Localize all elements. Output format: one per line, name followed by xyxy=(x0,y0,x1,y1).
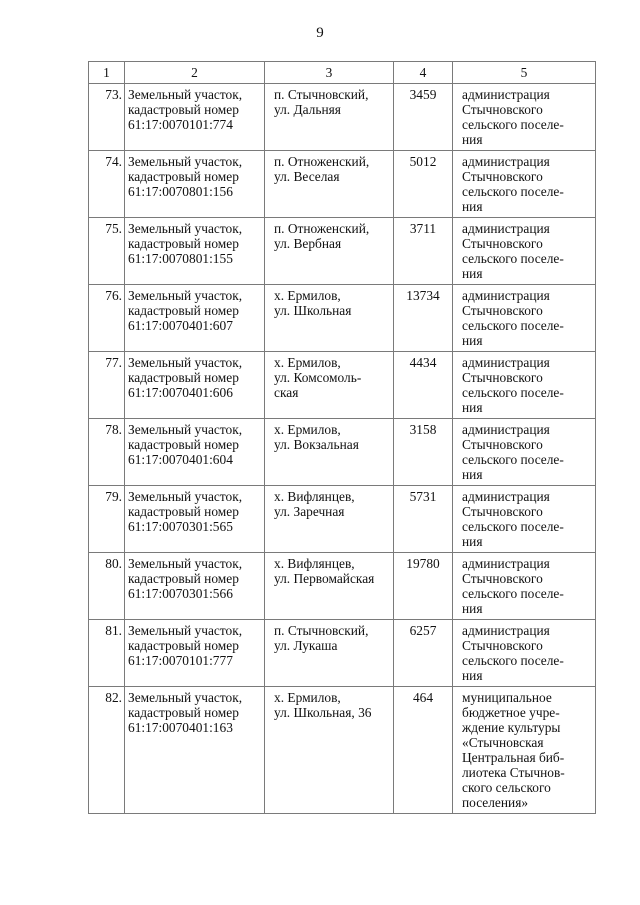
owner-line: сельского поселе- xyxy=(462,251,564,266)
object-cell xyxy=(125,687,265,814)
owner-line: администрация xyxy=(462,422,550,437)
row-number-cell: 77. xyxy=(89,352,125,419)
owner-line: сельского поселе- xyxy=(462,117,564,132)
object-line: Земельный участок, xyxy=(128,154,243,169)
object-line: 61:17:0070101:774 xyxy=(128,117,233,132)
owner-line: администрация xyxy=(462,87,550,102)
area-cell: 3158 xyxy=(394,419,453,486)
owner-line: «Стычновская xyxy=(462,735,544,750)
object-line: 61:17:0070301:565 xyxy=(128,519,233,534)
object-line: 61:17:0070101:777 xyxy=(128,653,233,668)
page-number: 9 xyxy=(316,25,324,41)
registry-body xyxy=(89,62,596,814)
address-line: ская xyxy=(274,385,299,400)
address-cell xyxy=(265,151,394,218)
owner-cell xyxy=(453,486,596,553)
table-row xyxy=(89,151,596,218)
address-cell xyxy=(265,687,394,814)
owner-cell xyxy=(453,419,596,486)
owner-line: ния xyxy=(462,467,483,482)
area-cell: 5731 xyxy=(394,486,453,553)
address-line: ул. Первомайская xyxy=(274,571,375,586)
owner-line: Стычновского xyxy=(462,102,543,117)
address-line: х. Ермилов, xyxy=(274,422,341,437)
column-header-2: 2 xyxy=(125,62,265,84)
object-line: кадастровый номер xyxy=(128,504,239,519)
owner-line: ния xyxy=(462,266,483,281)
owner-line: ского сельского xyxy=(462,780,551,795)
address-cell xyxy=(265,486,394,553)
object-line: 61:17:0070401:607 xyxy=(128,318,233,333)
object-cell xyxy=(125,553,265,620)
row-number-cell: 74. xyxy=(89,151,125,218)
owner-line: сельского поселе- xyxy=(462,586,564,601)
column-header-4: 4 xyxy=(394,62,453,84)
owner-cell xyxy=(453,687,596,814)
object-line: 61:17:0070401:606 xyxy=(128,385,233,400)
row-number-cell: 80. xyxy=(89,553,125,620)
owner-line: администрация xyxy=(462,221,550,236)
owner-line: бюджетное учре- xyxy=(462,705,560,720)
object-line: Земельный участок, xyxy=(128,422,243,437)
owner-line: ния xyxy=(462,534,483,549)
object-cell xyxy=(125,352,265,419)
owner-cell xyxy=(453,352,596,419)
owner-line: сельского поселе- xyxy=(462,653,564,668)
owner-line: администрация xyxy=(462,489,550,504)
address-cell xyxy=(265,352,394,419)
address-line: ул. Вокзальная xyxy=(274,437,359,452)
address-line: ул. Школьная xyxy=(274,303,352,318)
object-cell xyxy=(125,84,265,151)
owner-line: Стычновского xyxy=(462,370,543,385)
table-row xyxy=(89,553,596,620)
address-cell xyxy=(265,620,394,687)
owner-line: Стычновского xyxy=(462,437,543,452)
column-header-5: 5 xyxy=(453,62,596,84)
owner-line: Стычновского xyxy=(462,303,543,318)
owner-line: администрация xyxy=(462,288,550,303)
owner-cell xyxy=(453,553,596,620)
object-cell xyxy=(125,285,265,352)
object-line: Земельный участок, xyxy=(128,221,243,236)
area-cell: 5012 xyxy=(394,151,453,218)
object-line: Земельный участок, xyxy=(128,288,243,303)
owner-line: муниципальное xyxy=(462,690,552,705)
area-cell: 3459 xyxy=(394,84,453,151)
property-registry-table xyxy=(88,61,596,814)
owner-cell xyxy=(453,151,596,218)
owner-line: администрация xyxy=(462,154,550,169)
row-number-cell: 79. xyxy=(89,486,125,553)
address-line: х. Вифлянцев, xyxy=(274,489,355,504)
owner-cell xyxy=(453,218,596,285)
object-line: Земельный участок, xyxy=(128,489,243,504)
object-line: кадастровый номер xyxy=(128,638,239,653)
address-line: п. Отноженский, xyxy=(274,154,370,169)
address-line: х. Ермилов, xyxy=(274,288,341,303)
object-line: кадастровый номер xyxy=(128,571,239,586)
owner-line: ния xyxy=(462,132,483,147)
object-line: Земельный участок, xyxy=(128,87,243,102)
object-line: 61:17:0070401:604 xyxy=(128,452,233,467)
owner-cell xyxy=(453,84,596,151)
row-number-cell: 78. xyxy=(89,419,125,486)
address-cell xyxy=(265,84,394,151)
column-header-1: 1 xyxy=(89,62,125,84)
owner-cell xyxy=(453,285,596,352)
owner-line: Стычновского xyxy=(462,638,543,653)
table-row xyxy=(89,218,596,285)
address-line: х. Вифлянцев, xyxy=(274,556,355,571)
object-line: Земельный участок, xyxy=(128,623,243,638)
table-row xyxy=(89,620,596,687)
object-cell xyxy=(125,151,265,218)
owner-line: Стычновского xyxy=(462,571,543,586)
object-cell xyxy=(125,419,265,486)
area-cell: 464 xyxy=(394,687,453,814)
owner-line: ждение культуры xyxy=(462,720,561,735)
owner-line: ния xyxy=(462,400,483,415)
owner-line: сельского поселе- xyxy=(462,452,564,467)
address-line: ул. Школьная, 36 xyxy=(274,705,372,720)
owner-line: лиотека Стычнов- xyxy=(462,765,565,780)
area-cell: 19780 xyxy=(394,553,453,620)
area-cell: 4434 xyxy=(394,352,453,419)
area-cell: 3711 xyxy=(394,218,453,285)
row-number-cell: 81. xyxy=(89,620,125,687)
table-row xyxy=(89,419,596,486)
owner-line: Стычновского xyxy=(462,504,543,519)
owner-line: ния xyxy=(462,601,483,616)
owner-line: Стычновского xyxy=(462,169,543,184)
object-cell xyxy=(125,486,265,553)
column-header-3: 3 xyxy=(265,62,394,84)
owner-line: сельского поселе- xyxy=(462,385,564,400)
object-line: кадастровый номер xyxy=(128,102,239,117)
object-line: Земельный участок, xyxy=(128,556,243,571)
owner-line: администрация xyxy=(462,623,550,638)
address-line: ул. Комсомоль- xyxy=(274,370,362,385)
owner-cell xyxy=(453,620,596,687)
owner-line: ния xyxy=(462,333,483,348)
address-line: х. Ермилов, xyxy=(274,355,341,370)
owner-line: ния xyxy=(462,199,483,214)
object-line: кадастровый номер xyxy=(128,370,239,385)
table-row xyxy=(89,84,596,151)
address-cell xyxy=(265,553,394,620)
owner-line: администрация xyxy=(462,355,550,370)
address-line: ул. Заречная xyxy=(274,504,345,519)
object-line: 61:17:0070401:163 xyxy=(128,720,233,735)
address-cell xyxy=(265,218,394,285)
address-line: п. Отноженский, xyxy=(274,221,370,236)
address-cell xyxy=(265,419,394,486)
table-row xyxy=(89,486,596,553)
row-number-cell: 73. xyxy=(89,84,125,151)
owner-line: сельского поселе- xyxy=(462,519,564,534)
area-cell: 13734 xyxy=(394,285,453,352)
owner-line: сельского поселе- xyxy=(462,318,564,333)
address-line: ул. Вербная xyxy=(274,236,342,251)
row-number-cell: 82. xyxy=(89,687,125,814)
address-line: ул. Веселая xyxy=(274,169,340,184)
address-line: ул. Дальняя xyxy=(274,102,341,117)
area-cell: 6257 xyxy=(394,620,453,687)
object-cell xyxy=(125,620,265,687)
object-line: 61:17:0070801:156 xyxy=(128,184,233,199)
owner-line: администрация xyxy=(462,556,550,571)
address-line: п. Стычновский, xyxy=(274,623,369,638)
object-line: кадастровый номер xyxy=(128,236,239,251)
address-line: ул. Лукаша xyxy=(274,638,338,653)
owner-line: Центральная биб- xyxy=(462,750,565,765)
header-row xyxy=(89,62,596,84)
table-row xyxy=(89,687,596,814)
owner-line: Стычновского xyxy=(462,236,543,251)
table-row xyxy=(89,285,596,352)
owner-line: сельского поселе- xyxy=(462,184,564,199)
object-line: кадастровый номер xyxy=(128,303,239,318)
address-line: п. Стычновский, xyxy=(274,87,369,102)
object-line: Земельный участок, xyxy=(128,690,243,705)
owner-line: ния xyxy=(462,668,483,683)
object-line: кадастровый номер xyxy=(128,169,239,184)
object-line: 61:17:0070301:566 xyxy=(128,586,233,601)
owner-line: поселения» xyxy=(462,795,529,810)
row-number-cell: 75. xyxy=(89,218,125,285)
address-cell xyxy=(265,285,394,352)
object-line: кадастровый номер xyxy=(128,705,239,720)
table-row xyxy=(89,352,596,419)
object-cell xyxy=(125,218,265,285)
address-line: х. Ермилов, xyxy=(274,690,341,705)
object-line: 61:17:0070801:155 xyxy=(128,251,233,266)
object-line: кадастровый номер xyxy=(128,437,239,452)
row-number-cell: 76. xyxy=(89,285,125,352)
object-line: Земельный участок, xyxy=(128,355,243,370)
